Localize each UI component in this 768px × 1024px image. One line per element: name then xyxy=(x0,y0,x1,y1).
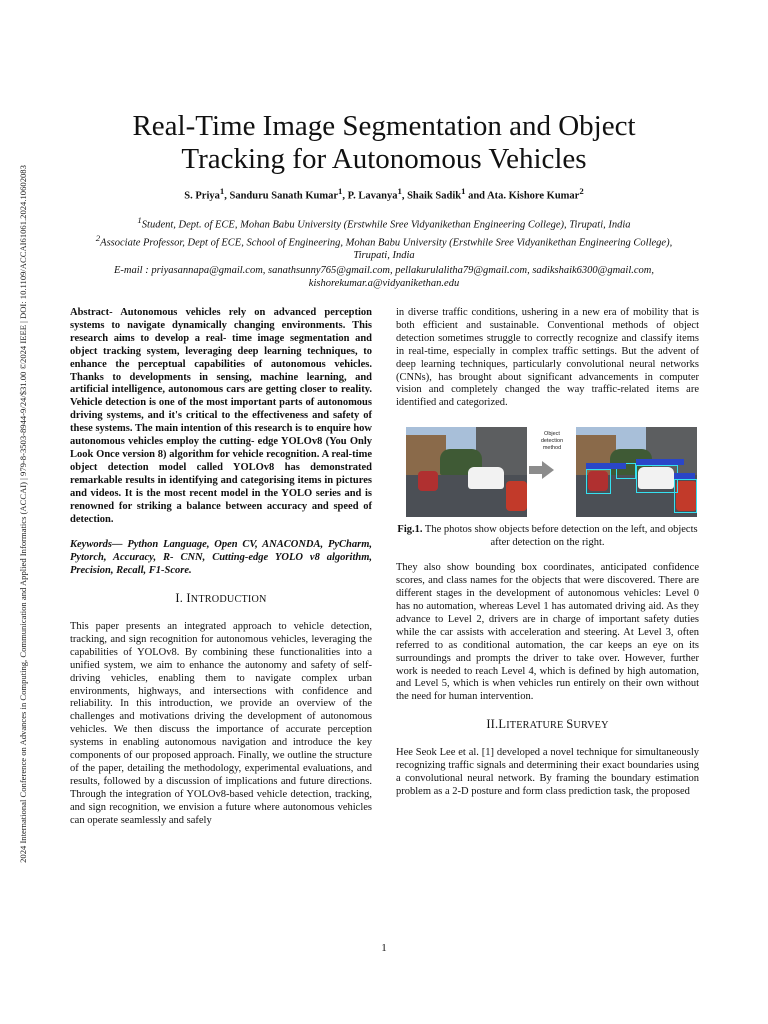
figure-1 xyxy=(396,427,699,519)
arrow-right-icon xyxy=(529,461,555,479)
page-number: 1 xyxy=(381,942,387,954)
bounding-box xyxy=(636,465,678,493)
right-column xyxy=(396,307,699,799)
section-heading-literature xyxy=(396,718,699,733)
author: S. Priya xyxy=(184,190,220,202)
title-line-1: Real-Time Image Segmentation and Object xyxy=(132,110,636,142)
affiliation-1 xyxy=(80,214,688,232)
affiliation-2 xyxy=(80,232,688,263)
street-photo-before xyxy=(406,427,527,517)
author-sup: 1 xyxy=(397,186,402,196)
street-photo-after xyxy=(576,427,697,517)
keywords: Keywords— Python Language, Open CV, ANACONDA, PyCharm, Pytorch, Accuracy, R- CNN, Cutting-edge YOLO v8 algorithm, Precision, Recall, F1-Score. xyxy=(70,539,372,577)
affil-text: Associate Professor, Dept of ECE, School of Engineering, Mohan Babu University (Erstwhile Sree Vidyanikethan Engineering College), Tirupati, India xyxy=(100,237,673,261)
literature-paragraph: Hee Seok Lee et al. [1] developed a novel technique for simultaneously recognizing traffic signals and determining their exact boundaries using a convolutional neural network. By framing the boundary estimation problem as a 2-D posture and form class prediction task, the proposed xyxy=(396,747,699,797)
bounding-box-tag xyxy=(586,463,626,469)
left-column xyxy=(70,307,372,828)
copyright-text: 2024 International Conference on Advances in Computing, Communication and Applied Informatics (ACCAI) | 979-8-3503-8944-9/24/$31.00 ©2024 IEEE | DOI: 10.1109/ACCAI61061.2024.10602083 xyxy=(18,165,28,863)
section-initial: L xyxy=(498,717,507,732)
affil-sup: 2 xyxy=(95,233,101,243)
bounding-box xyxy=(674,479,697,513)
paper-title xyxy=(80,110,688,176)
author-sup: 1 xyxy=(338,186,343,196)
section-number: II. xyxy=(486,717,499,732)
levels-paragraph: They also show bounding box coordinates, anticipated confidence scores, and class names for the objects that were discovered. There are different stages in the development of autonomous vehicles: Level 0 has no automation, whereas Level 1 has automated driving aid. As they advance to Level 2, drivers are in charge of important safety duties while the car assists with acceleration and steering. At Level 3, often referred to as conditional automation, the car keeps an eye on its surroundings and prompts the driver to take over. However, further work is needed to reach Level 4, which is defined by high automation, and Level 5, which is when vehicles run entirely on their own without the need for human intervention. xyxy=(396,562,699,703)
email-list: E-mail : priyasannapa@gmail.com, sanathsunny765@gmail.com, pellakurulalitha79@gmail.com, sadikshaik6300@gmail.com, kishorekumar.a@vidyanikethan.edu xyxy=(114,265,654,289)
caption-text: The photos show objects before detection on the left, and objects after detection on the right. xyxy=(422,524,698,549)
section-initial: I xyxy=(186,591,191,606)
section-rest: ITERATURE xyxy=(506,720,567,732)
figure-caption xyxy=(396,523,699,549)
intro-paragraph: This paper presents an integrated approach to vehicle detection, tracking, and sign recognition for autonomous vehicles, leveraging the capabilities of YOLOv8. By combining these functionalities into a unified system, we aim to enhance the autonomy and safety of self-driving vehicles, enabling them to navigate complex urban environments, highways, and intersections with confidence and reliability. In this introduction, we provide an overview of the challenges and motivations driving the development of autonomous vehicles. We then discuss the importance of accurate perception systems in enabling autonomous navigation and introduce the key components of our proposed approach. Finally, we outline the structure of the paper, detailing the methodology, experimental evaluations, and results, followed by a discussion of implications and future directions. Through the integration of YOLOv8-based vehicle detection, tracking, and sign recognition, we envision a future where autonomous vehicles can operate seamlessly and safely xyxy=(70,621,372,826)
bounding-box-tag xyxy=(674,473,695,479)
author-sup: 1 xyxy=(219,186,225,196)
author: Sanduru Sanath Kumar xyxy=(229,190,339,202)
section-rest: URVEY xyxy=(573,720,609,732)
author-list: S. Priya$^1$, Sanduru Sanath Kumar$^1$, P. Lavanya$^1$, Shaik Sadik$^1$ and Ata. Kishore Kumar$^2$ xyxy=(184,186,584,202)
title-line-2: Tracking for Autonomous Vehicles xyxy=(181,143,587,175)
bounding-box-tag xyxy=(636,459,684,465)
section-number: I. xyxy=(175,591,187,606)
author: Shaik Sadik xyxy=(407,190,462,202)
author-sup: 1 xyxy=(461,186,466,196)
section-rest: NTRODUCTION xyxy=(190,594,267,606)
bounding-box xyxy=(586,469,611,494)
author: Ata. Kishore Kumar xyxy=(487,190,580,202)
affil-text: Student, Dept. of ECE, Mohan Babu University (Erstwhile Sree Vidyanikethan Engineering College), Tirupati, India xyxy=(141,219,631,231)
section-heading-introduction xyxy=(70,592,372,607)
copyright-sidebar xyxy=(16,118,30,910)
abstract: Abstract- Autonomous vehicles rely on advanced perception systems to navigate dynamically changing environments. This research aims to develop a real- time image segmentation and object tracking system, leveraging deep learning techniques, to enhance the perceptual capabilities of autonomous vehicles. Thanks to developments in sensing, machine learning, and artificial intelligence, autonomous cars are getting closer to reality. Vehicle detection is one of the most important parts of autonomous driving systems, and it's critical to the effectiveness and safety of these systems. The main intention of this research is to enquire how autonomous vehicles employ the cutting- edge YOLOv8 (You Only Look Once version 8) algorithm for vehicle recognition. A real-time object detection model called YOLOv8 has demonstrated remarkable results in identifying and categorising items in pictures and videos. It is the most recent model in the YOLO series and is renowned for striking a balance between accuracy and speed of detection. xyxy=(70,307,372,525)
author: P. Lavanya xyxy=(347,190,398,202)
section-initial: S xyxy=(566,717,574,732)
intro-continued-paragraph: in diverse traffic conditions, ushering in a new era of mobility that is both efficient and sustainable. Conventional methods of object detection sometimes struggle to correctly recognize and classify items in real-time, especially in complex traffic settings. But the advent of deep learning techniques, particularly convolutional neural networks (CNNs), has brought about significant advancements in computer vision and completely changed the way traffic-related items are identified and categorized. xyxy=(396,307,699,409)
affiliations xyxy=(80,214,688,263)
author-sup: 2 xyxy=(579,186,584,196)
affil-sup: 1 xyxy=(137,215,142,225)
arrow-label: Object detection method xyxy=(540,431,564,452)
caption-label: Fig.1. xyxy=(397,524,423,536)
